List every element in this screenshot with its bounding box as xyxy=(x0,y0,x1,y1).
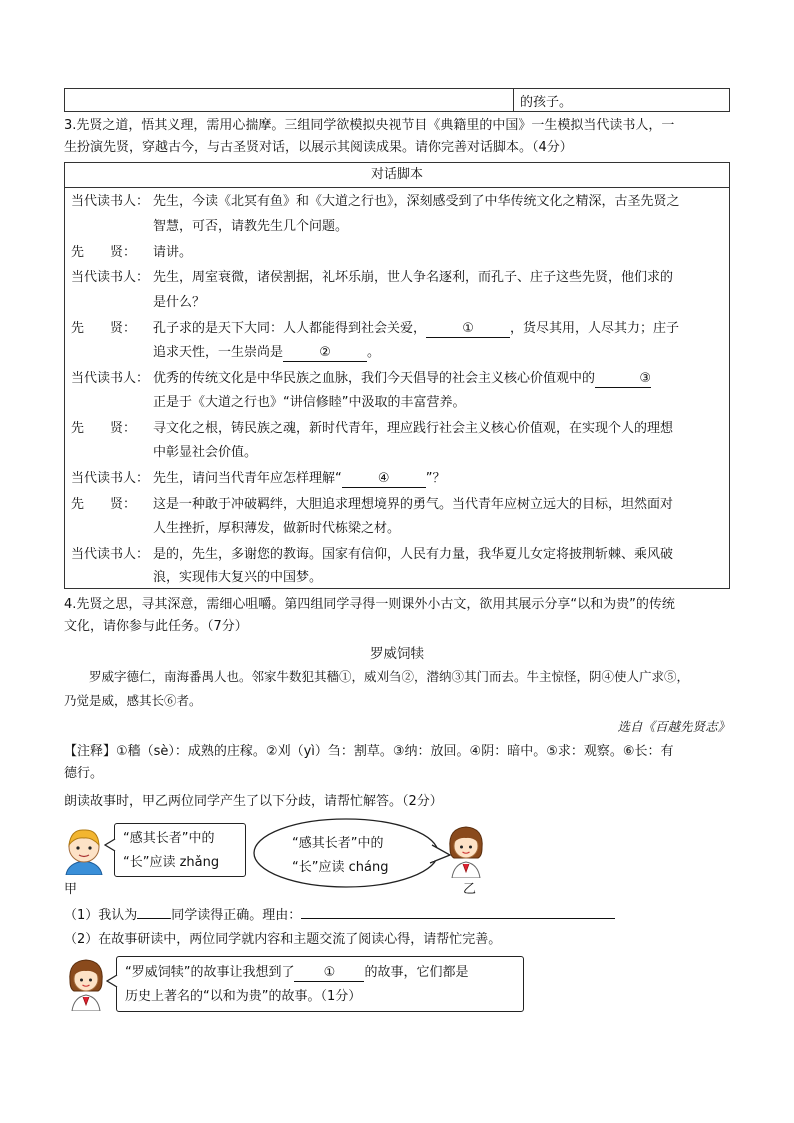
dialogue-line-5: 当代读书人： 优秀的传统文化是中华民族之血脉，我们今天倡导的社会主义核心价值观中的 ③ xyxy=(71,371,652,386)
dialogue-line-4: 先 贤： 孔子求的是天下大同：人人都能得到社会关爱， ① ，货尽其用，人尽其力；庄子 xyxy=(71,321,680,336)
dialogue-line-9-cont: 浪，实现伟大复兴的中国梦。 xyxy=(153,570,323,585)
table-cell-right: 的孩子。 xyxy=(514,89,730,112)
notes-line2: 德行。 xyxy=(64,766,104,781)
q4-line1: 4.先贤之思，寻其深意，需细心咀嚼。第四组同学寻得一则课外小古文，欲用其展示分享“以和为贵”的传统 xyxy=(64,597,675,612)
speaker-modern: 当代读书人： xyxy=(71,194,150,209)
q3-line2: 生扮演先贤，穿越古今，与古圣贤对话，以展示其阅读成果。请你完善对话脚本。（4分） xyxy=(64,140,573,155)
task2: （2）在故事研读中，两位同学就内容和主题交流了阅读心得，请帮忙完善。 xyxy=(64,932,502,947)
dialogue-line-8-cont: 人生挫折，厚积薄发，做新时代栋梁之材。 xyxy=(153,521,401,536)
answer-blank-4[interactable]: ④ xyxy=(342,471,426,488)
dialogue-line-3-cont: 是什么？ xyxy=(153,295,206,310)
reading-task: 朗读故事时，甲乙两位同学产生了以下分歧，请帮忙解答。（2分） xyxy=(64,794,443,809)
answer-blank-3[interactable]: ③ xyxy=(595,371,651,388)
story-line1: 罗威字德仁，南海番禺人也。邻家牛数犯其穡①，威刈刍②，潜纳③其门而去。牛主惊怪，阴④使人广求⑤， xyxy=(64,669,690,684)
story-line2: 乃觉是威，感其长⑥者。 xyxy=(64,693,202,708)
bottom-speech-bubble: “罗威饲犊”的故事让我想到了 ① 的故事，它们都是 历史上著名的“以和为贵”的故事。（1分） xyxy=(116,956,524,1012)
dialogue-line-1-cont: 智慧，可否，请教先生几个问题。 xyxy=(153,219,349,234)
dialogue-line-5-cont: 正是于《大道之行也》“讲信修睦”中汲取的丰富营养。 xyxy=(153,395,466,410)
dialogue-line-1: 当代读书人： 先生，今读《北冥有鱼》和《大道之行也》，深刻感受到了中华传统文化之精深，古圣先贤之 xyxy=(71,192,680,212)
girl-icon xyxy=(66,955,106,1011)
student-girl-avatar xyxy=(66,955,106,1011)
girl-icon xyxy=(446,822,486,878)
dialogue-line-9: 当代读书人： 是的，先生，多谢您的教诲。国家有信仰，人民有力量，我华夏儿女定将披荆斩棘、乘风破 xyxy=(71,547,674,562)
label-jia: 甲 xyxy=(64,882,78,897)
dialogue-line-4-cont: 追求天性，一生崇尚是 ② 。 xyxy=(153,345,381,360)
student-jia-avatar xyxy=(62,825,106,875)
dialogue-line-3: 当代读书人： 先生，周室衰微，诸侯割据，礼坏乐崩，世人争名逐利，而孔子、庄子这些先贤，他们求的 xyxy=(71,270,674,285)
label-yi: 乙 xyxy=(463,882,477,897)
dialogue-line-2: 先 贤： 请讲。 xyxy=(71,243,192,263)
jia-bubble-pointer xyxy=(104,838,116,852)
story-title: 罗威饲犊 xyxy=(370,646,424,662)
dialogue-line-7: 当代读书人： 先生，请问当代青年应怎样理解“ ④ ”？ xyxy=(71,471,446,486)
student-yi-avatar xyxy=(446,822,486,878)
dialogue-line-6-cont: 中彰显社会价值。 xyxy=(153,445,258,460)
dialogue-line-6: 先 贤： 寻文化之根，铸民族之魂，新时代青年，理应践行社会主义核心价值观，在实现个人的理想 xyxy=(71,421,674,436)
dialogue-script-box xyxy=(64,162,730,589)
jia-speech-bubble: “感其长者”中的 “长”应读 zhǎng xyxy=(114,823,246,877)
answer-blank-reason[interactable] xyxy=(301,918,615,919)
answer-blank-1[interactable]: ① xyxy=(426,321,510,338)
dialogue-line-8: 先 贤： 这是一种敢于冲破羁绊，大胆追求理想境界的勇气。当代青年应树立远大的目标，坦然面对 xyxy=(71,497,674,512)
yi-bubble-line2: “长”应读 cháng xyxy=(292,860,389,875)
bottom-bubble-pointer xyxy=(106,974,118,988)
answer-blank-story[interactable]: ① xyxy=(294,965,364,982)
task1: （1）我认为 同学读得正确。理由： xyxy=(64,906,615,926)
q3-line1: 3.先贤之道，悟其义理，需用心揣摩。三组同学欲模拟央视节目《典籍里的中国》一生模拟当代读书人，一 xyxy=(64,118,675,133)
story-source: 选自《百越先贤志》 xyxy=(617,719,730,734)
q4-line2: 文化，请你参与此任务。（7分） xyxy=(64,619,248,634)
notes-line1: 【注释】①穡（sè）：成熟的庄稼。②刈（yì）刍：割草。③纳：放回。④阴：暗中。⑤求：观察。⑥长：有 xyxy=(64,744,674,759)
speaker-sage: 先 贤： xyxy=(71,245,137,260)
yi-bubble-line1: “感其长者”中的 xyxy=(292,836,384,851)
table-cell-left xyxy=(65,89,514,112)
dialogue-header: 对话脚本 xyxy=(65,163,729,188)
previous-table-fragment xyxy=(64,88,730,112)
answer-blank-student[interactable] xyxy=(137,918,171,919)
answer-blank-2[interactable]: ② xyxy=(283,345,367,362)
boy-icon xyxy=(62,825,106,875)
